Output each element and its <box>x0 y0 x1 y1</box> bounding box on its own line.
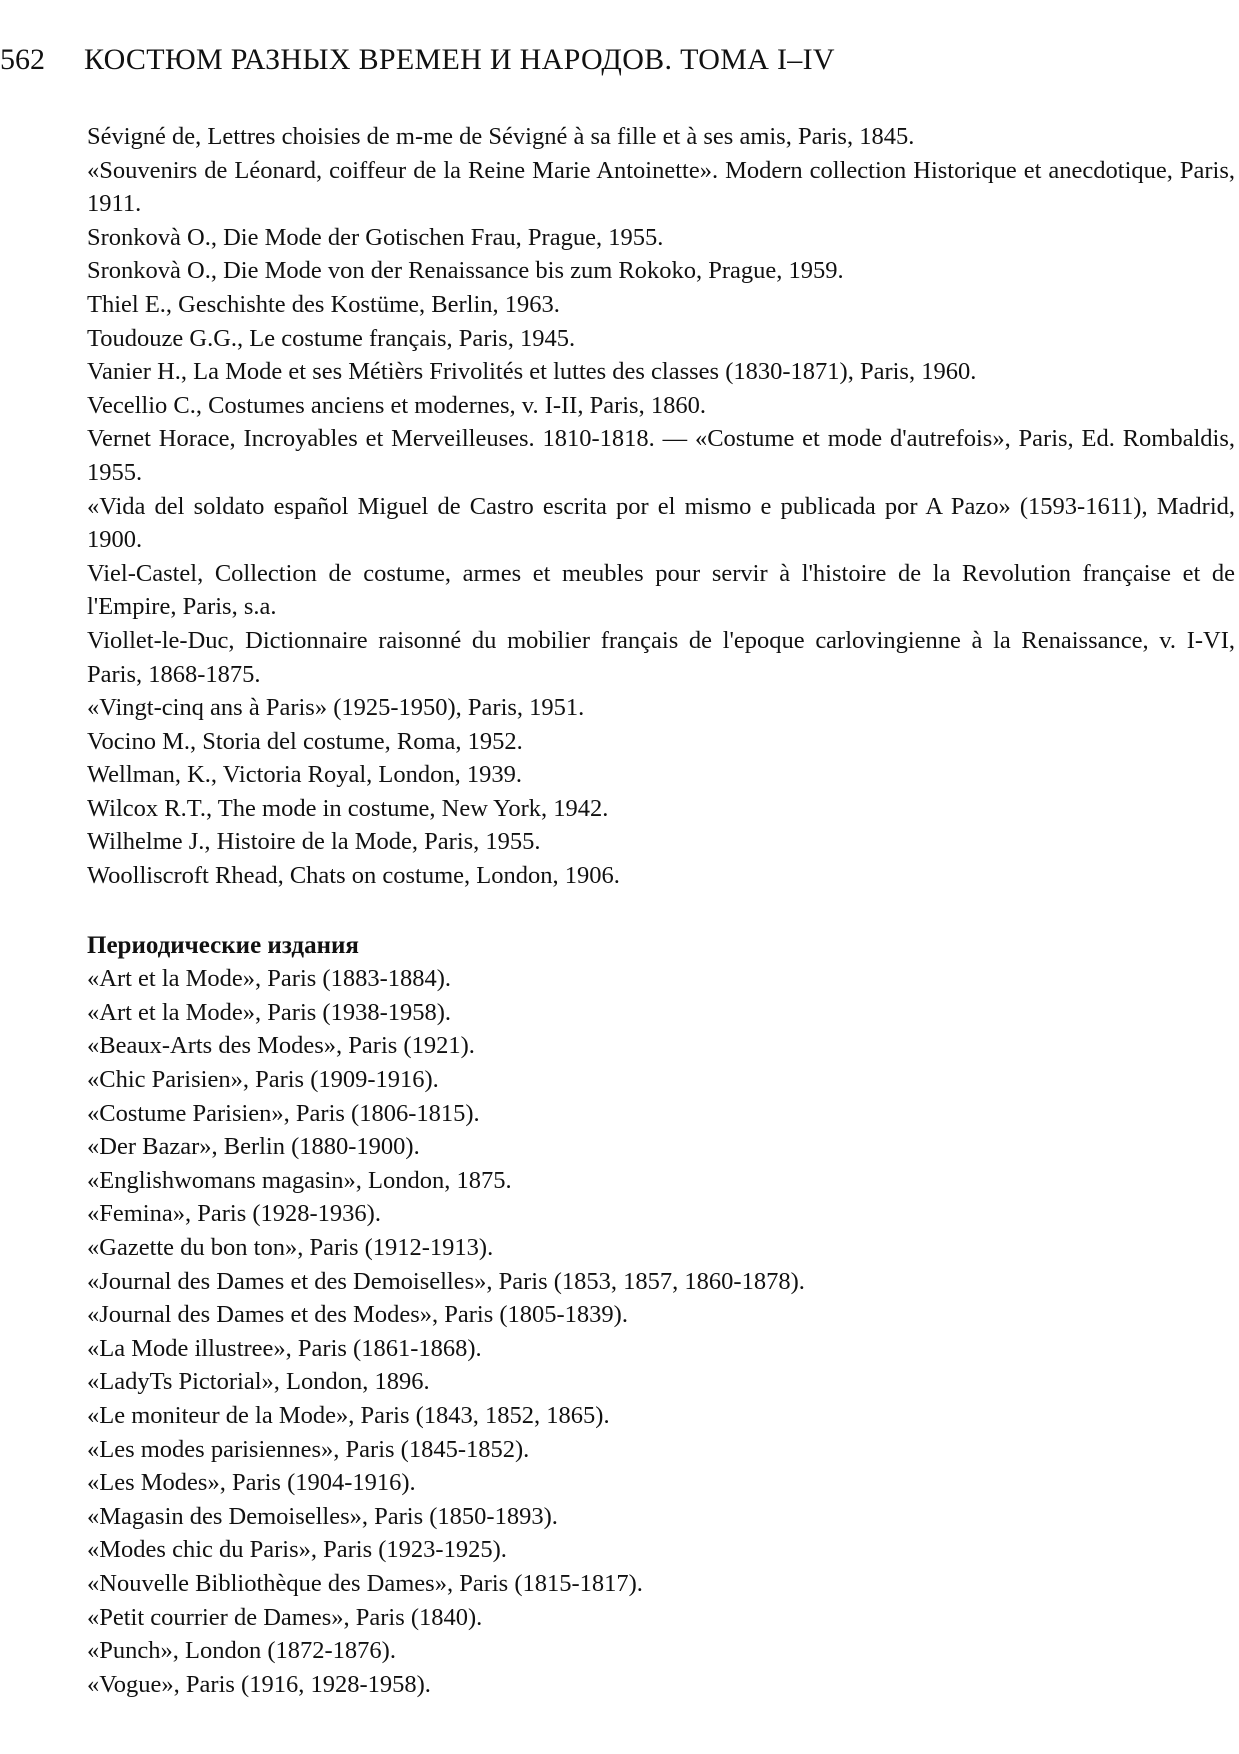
periodical-entry: «Der Bazar», Berlin (1880-1900). <box>87 1133 420 1161</box>
periodical-entry: «Vogue», Paris (1916, 1928-1958). <box>87 1670 431 1698</box>
periodical-entry: «Chic Parisien», Paris (1909-1916). <box>87 1066 439 1094</box>
bibliography-entry: Toudouze G.G., Le costume français, Paris, 1945. <box>87 324 576 352</box>
periodical-entry: «Journal des Dames et des Demoiselles», Paris (1853, 1857, 1860-1878). <box>87 1267 805 1295</box>
periodical-entry: «LadyTs Pictorial», London, 1896. <box>87 1368 430 1396</box>
bibliography-entry: Wellman, K., Victoria Royal, London, 1939. <box>87 761 522 789</box>
bibliography-entry: Vernet Horace, Incroyables et Merveilleuses. 1810-1818. — «Costume et mode d'autrefois», Paris, Ed. Rombaldis, 1955. <box>87 425 1235 486</box>
periodical-entry: «Art et la Mode», Paris (1938-1958). <box>87 998 452 1026</box>
bibliography-entry: Thiel E., Geschishte des Kostüme, Berlin, 1963. <box>87 290 560 318</box>
bibliography-entry: Sronkovà O., Die Mode der Gotischen Frau, Prague, 1955. <box>87 223 664 251</box>
periodical-entry: «Le moniteur de la Mode», Paris (1843, 1852, 1865). <box>87 1401 610 1429</box>
page-number: 562 <box>0 43 45 76</box>
bibliography-entry: Viollet-le-Duc, Dictionnaire raisonné du mobilier français de l'epoque carlovingienne à la Renaissance, v. I-VI, Paris, 1868-1875. <box>87 626 1235 688</box>
page-content <box>87 120 1235 1701</box>
bibliography-entry: «Vida del soldato español Miguel de Castro escrita por el mismo e publicada por A Pazo» (1593-1611), Madrid, 1900. <box>87 492 1235 554</box>
bibliography-entry: Wilhelme J., Histoire de la Mode, Paris, 1955. <box>87 828 541 856</box>
bibliography-entry: Sronkovà O., Die Mode von der Renaissance bis zum Rokoko, Prague, 1959. <box>87 257 844 285</box>
periodicals-list <box>87 962 1235 1701</box>
periodical-entry: «Les modes parisiennes», Paris (1845-1852). <box>87 1435 530 1463</box>
running-title: КОСТЮМ РАЗНЫХ ВРЕМЕН И НАРОДОВ. ТОМА I–IV <box>84 43 835 76</box>
bibliography-entry: Vanier H., La Mode et ses Métièrs Frivolités et luttes des classes (1830-1871), Paris, 1960. <box>87 358 977 386</box>
periodical-entry: «Gazette du bon ton», Paris (1912-1913). <box>87 1234 494 1261</box>
periodical-entry: «Petit courrier de Dames», Paris (1840). <box>87 1603 483 1631</box>
periodical-entry: «Femina», Paris (1928-1936). <box>87 1200 381 1228</box>
periodical-entry: «Costume Parisien», Paris (1806-1815). <box>87 1099 480 1127</box>
page-header <box>0 40 1200 80</box>
bibliography-entry: Woolliscroft Rhead, Chats on costume, London, 1906. <box>87 862 620 890</box>
bibliography-entry: Vecellio C., Costumes anciens et modernes, v. I-II, Paris, 1860. <box>87 391 706 419</box>
periodical-entry: «Les Modes», Paris (1904-1916). <box>87 1469 416 1497</box>
periodical-entry: «Art et la Mode», Paris (1883-1884). <box>87 965 452 993</box>
periodical-entry: «Beaux-Arts des Modes», Paris (1921). <box>87 1032 475 1060</box>
bibliography-entry: Wilcox R.T., The mode in costume, New York, 1942. <box>87 794 609 822</box>
periodical-entry: «Journal des Dames et des Modes», Paris (1805-1839). <box>87 1301 628 1329</box>
periodical-entry: «Modes chic du Paris», Paris (1923-1925). <box>87 1536 507 1564</box>
bibliography-entry: «Souvenirs de Léonard, coiffeur de la Reine Marie Antoinette». Modern collection Historique et anecdotique, Paris, 1911. <box>87 156 1235 218</box>
periodical-entry: «La Mode illustree», Paris (1861-1868). <box>87 1334 482 1362</box>
bibliography-entry: Viel-Castel, Collection de costume, armes et meubles pour servir à l'histoire de la Revolution française et de l'Empire, Paris, s.a. <box>87 559 1235 621</box>
bibliography-entry: Vocino M., Storia del costume, Roma, 1952. <box>87 727 523 755</box>
periodical-entry: «Nouvelle Bibliothèque des Dames», Paris (1815-1817). <box>87 1569 643 1597</box>
periodical-entry: «Magasin des Demoiselles», Paris (1850-1893). <box>87 1502 558 1530</box>
periodical-entry: «Punch», London (1872-1876). <box>87 1637 396 1665</box>
periodical-entry: «Englishwomans magasin», London, 1875. <box>87 1166 512 1194</box>
bibliography-entry: Sévigné de, Lettres choisies de m-me de Sévigné à sa fille et à ses amis, Paris, 1845. <box>87 123 915 150</box>
bibliography-list <box>87 120 1235 893</box>
periodicals-heading: Периодические издания <box>87 931 359 959</box>
bibliography-entry: «Vingt-cinq ans à Paris» (1925-1950), Paris, 1951. <box>87 694 585 722</box>
